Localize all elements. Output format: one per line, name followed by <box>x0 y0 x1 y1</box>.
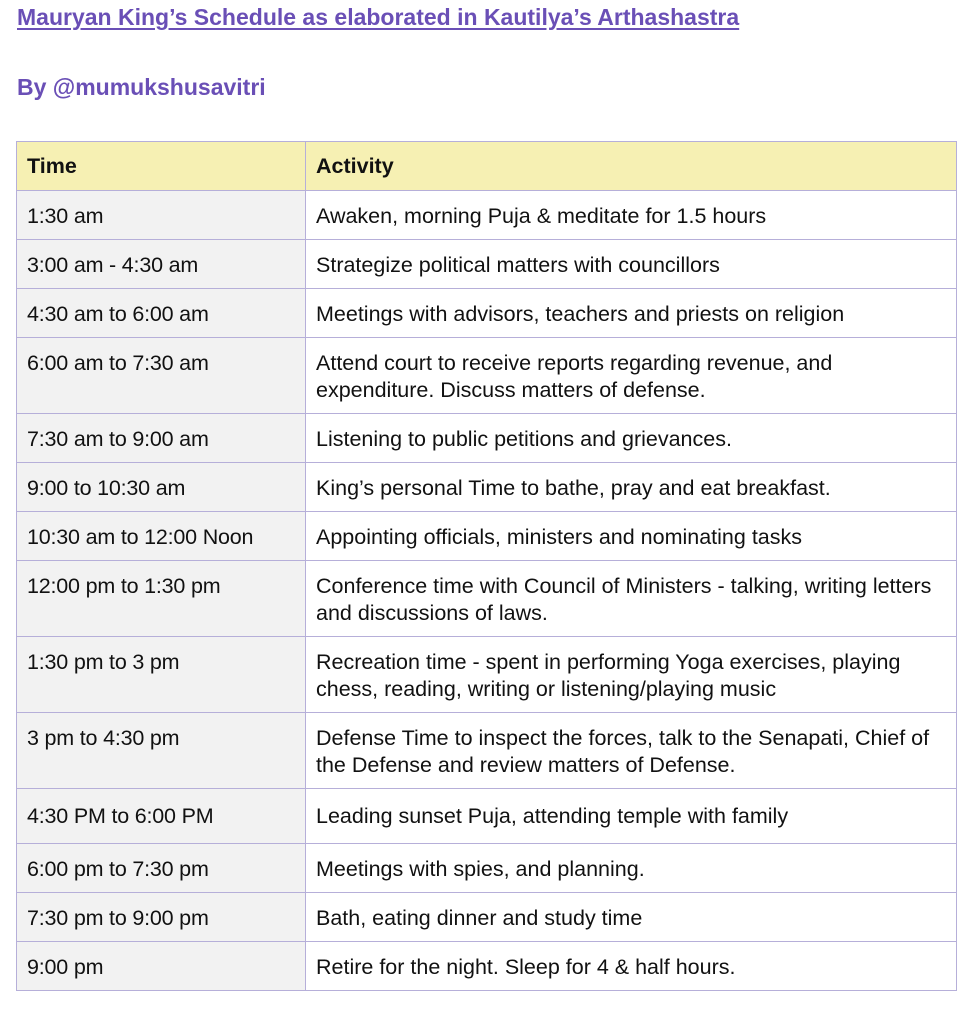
table-row <box>17 289 957 338</box>
time-cell: 3 pm to 4:30 pm <box>17 713 306 789</box>
author-byline: By @mumukshusavitri <box>17 74 266 100</box>
activity-cell: Conference time with Council of Ministers - talking, writing letters and discussions of laws. <box>306 561 957 637</box>
activity-cell: Leading sunset Puja, attending temple with family <box>306 789 957 844</box>
time-cell: 4:30 am to 6:00 am <box>17 289 306 338</box>
activity-cell: Meetings with advisors, teachers and priests on religion <box>306 289 957 338</box>
time-cell: 4:30 PM to 6:00 PM <box>17 789 306 844</box>
activity-cell: Attend court to receive reports regarding revenue, and expenditure. Discuss matters of defense. <box>306 338 957 414</box>
table-row <box>17 713 957 789</box>
table-row <box>17 789 957 844</box>
header-activity: Activity <box>306 142 957 191</box>
time-cell: 7:30 pm to 9:00 pm <box>17 893 306 942</box>
table-row <box>17 191 957 240</box>
activity-cell: Appointing officials, ministers and nominating tasks <box>306 512 957 561</box>
activity-cell: Meetings with spies, and planning. <box>306 844 957 893</box>
activity-cell: Recreation time - spent in performing Yoga exercises, playing chess, reading, writing or listening/playing music <box>306 637 957 713</box>
time-cell: 10:30 am to 12:00 Noon <box>17 512 306 561</box>
table-row <box>17 240 957 289</box>
time-cell: 9:00 to 10:30 am <box>17 463 306 512</box>
table-row <box>17 844 957 893</box>
time-cell: 7:30 am to 9:00 am <box>17 414 306 463</box>
schedule-table <box>16 141 957 991</box>
table-row <box>17 463 957 512</box>
time-cell: 6:00 am to 7:30 am <box>17 338 306 414</box>
table-row <box>17 338 957 414</box>
time-cell: 6:00 pm to 7:30 pm <box>17 844 306 893</box>
table-row <box>17 561 957 637</box>
table-row <box>17 637 957 713</box>
activity-cell: Bath, eating dinner and study time <box>306 893 957 942</box>
time-cell: 9:00 pm <box>17 942 306 991</box>
table-row <box>17 512 957 561</box>
activity-cell: Retire for the night. Sleep for 4 & half hours. <box>306 942 957 991</box>
time-cell: 1:30 pm to 3 pm <box>17 637 306 713</box>
time-cell: 1:30 am <box>17 191 306 240</box>
activity-cell: Defense Time to inspect the forces, talk to the Senapati, Chief of the Defense and review matters of Defense. <box>306 713 957 789</box>
time-cell: 12:00 pm to 1:30 pm <box>17 561 306 637</box>
table-header-row <box>17 142 957 191</box>
activity-cell: Awaken, morning Puja & meditate for 1.5 hours <box>306 191 957 240</box>
table-row <box>17 942 957 991</box>
header-time: Time <box>17 142 306 191</box>
time-cell: 3:00 am - 4:30 am <box>17 240 306 289</box>
activity-cell: Strategize political matters with councillors <box>306 240 957 289</box>
table-row <box>17 414 957 463</box>
activity-cell: Listening to public petitions and grievances. <box>306 414 957 463</box>
document-title[interactable]: Mauryan King’s Schedule as elaborated in Kautilya’s Arthashastra <box>17 4 740 30</box>
table-row <box>17 893 957 942</box>
activity-cell: King’s personal Time to bathe, pray and eat breakfast. <box>306 463 957 512</box>
